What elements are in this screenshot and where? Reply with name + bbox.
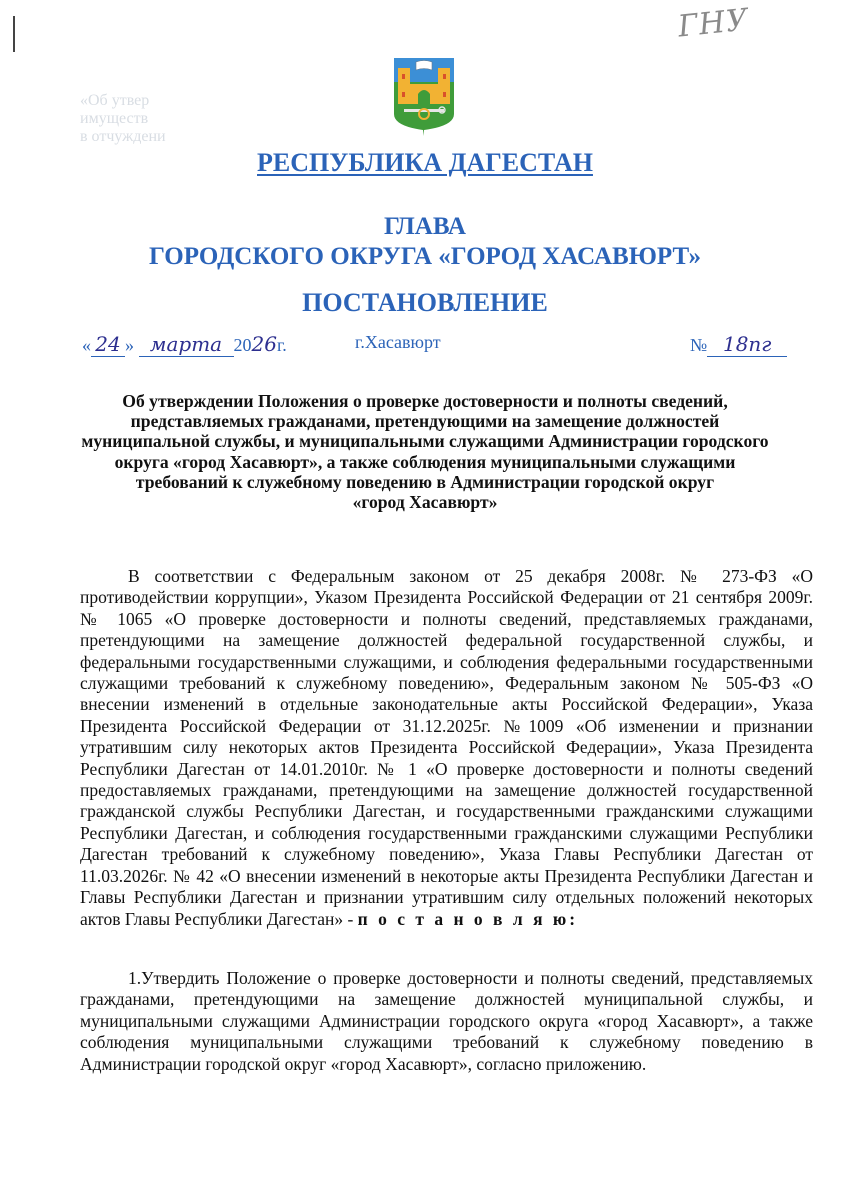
- handwritten-number: 18пг: [722, 332, 772, 356]
- handwritten-mark: ГНУ: [676, 2, 751, 45]
- republic-heading: РЕСПУБЛИКА ДАГЕСТАН: [257, 148, 593, 177]
- preamble-paragraph: В соответствии с Федеральным законом от 25 декабря 2008г. № 273-ФЗ «О противодействии коррупции», Указом Президента Российской Федерации от 21 сентября 2009г. № 1065 «О проверке достоверности и полноты сведений, представляемых гражданами, претендующими на замещение должностей федеральной государственной службы, и федеральными государственными служащими, и соблюдения федеральными государственными служащими требований к служебному поведению», Федеральным законом № 505-ФЗ «О внесении изменений в отдельные законодательные акты Российской Федерации», Указа Президента Российской Федерации от 31.12.2025г. №1009 «Об изменении и признании утратившим силу некоторых актов Президента Российской Федерации», Указа Президента Республики Дагестан от 14.01.2010г. № 1 «О проверке достоверности и полноты сведений предоставляемых гражданами, претендующими на замещение должностей государственной гражданской службы Республики Дагестан, и государственными гражданскими служащими Республики Дагестан, и соблюдения государственными гражданскими служащими Республики Дагестан требований к служебному поведению», Указа Главы Республики Дагестан от 11.03.2026г. № 42 «О внесении изменений в некоторые акты Президента Республики Дагестан и Главы Республики Дагестан и признании утратившим силу отдельных положений некоторых актов Главы Республики Дагестан» - п о с т а н о в л я ю:: [80, 566, 813, 929]
- city-label: г.Хасавюрт: [355, 332, 441, 352]
- doc-number: № 18пг: [690, 332, 787, 357]
- handwritten-year: 26: [251, 332, 277, 356]
- coat-of-arms-emblem: [392, 56, 456, 136]
- scan-margin-mark: [13, 16, 15, 52]
- handwritten-day: 24: [95, 332, 121, 356]
- item-1-paragraph: 1.Утвердить Положение о проверке достоверности и полноты сведений, представляемых гражданами, претендующими на замещение должностей муниципальной службы, и муниципальными служащими Администрации городского округа «город Хасавюрт», а также соблюдения муниципальными служащими требований к служебному поведению в Администрации городской округ «город Хасавюрт», согласно приложению.: [80, 968, 813, 1074]
- doc-type-heading: ПОСТАНОВЛЕНИЕ: [302, 288, 548, 317]
- handwritten-month: марта: [149, 332, 223, 356]
- date-field: « 24 » марта 2026г.: [82, 332, 287, 356]
- head-heading: ГЛАВА ГОРОДСКОГО ОКРУГА «ГОРОД ХАСАВЮРТ»: [149, 213, 701, 270]
- date-line: [0, 328, 850, 362]
- resolve-word: п о с т а н о в л я ю:: [357, 908, 579, 929]
- document-title: Об утверждении Положения о проверке достоверности и полноты сведений, представляемых гражданами, претендующими на замещение должностей муниципальной службы, и муниципальными служащими Администрации городского округа «город Хасавюрт», а также соблюдения муниципальными служащими требований к служебному поведению в Администрации городской округ «город Хасавюрт»: [81, 391, 769, 513]
- bleed-through-text: «Об утвер имуществ в отчуждени: [80, 92, 166, 145]
